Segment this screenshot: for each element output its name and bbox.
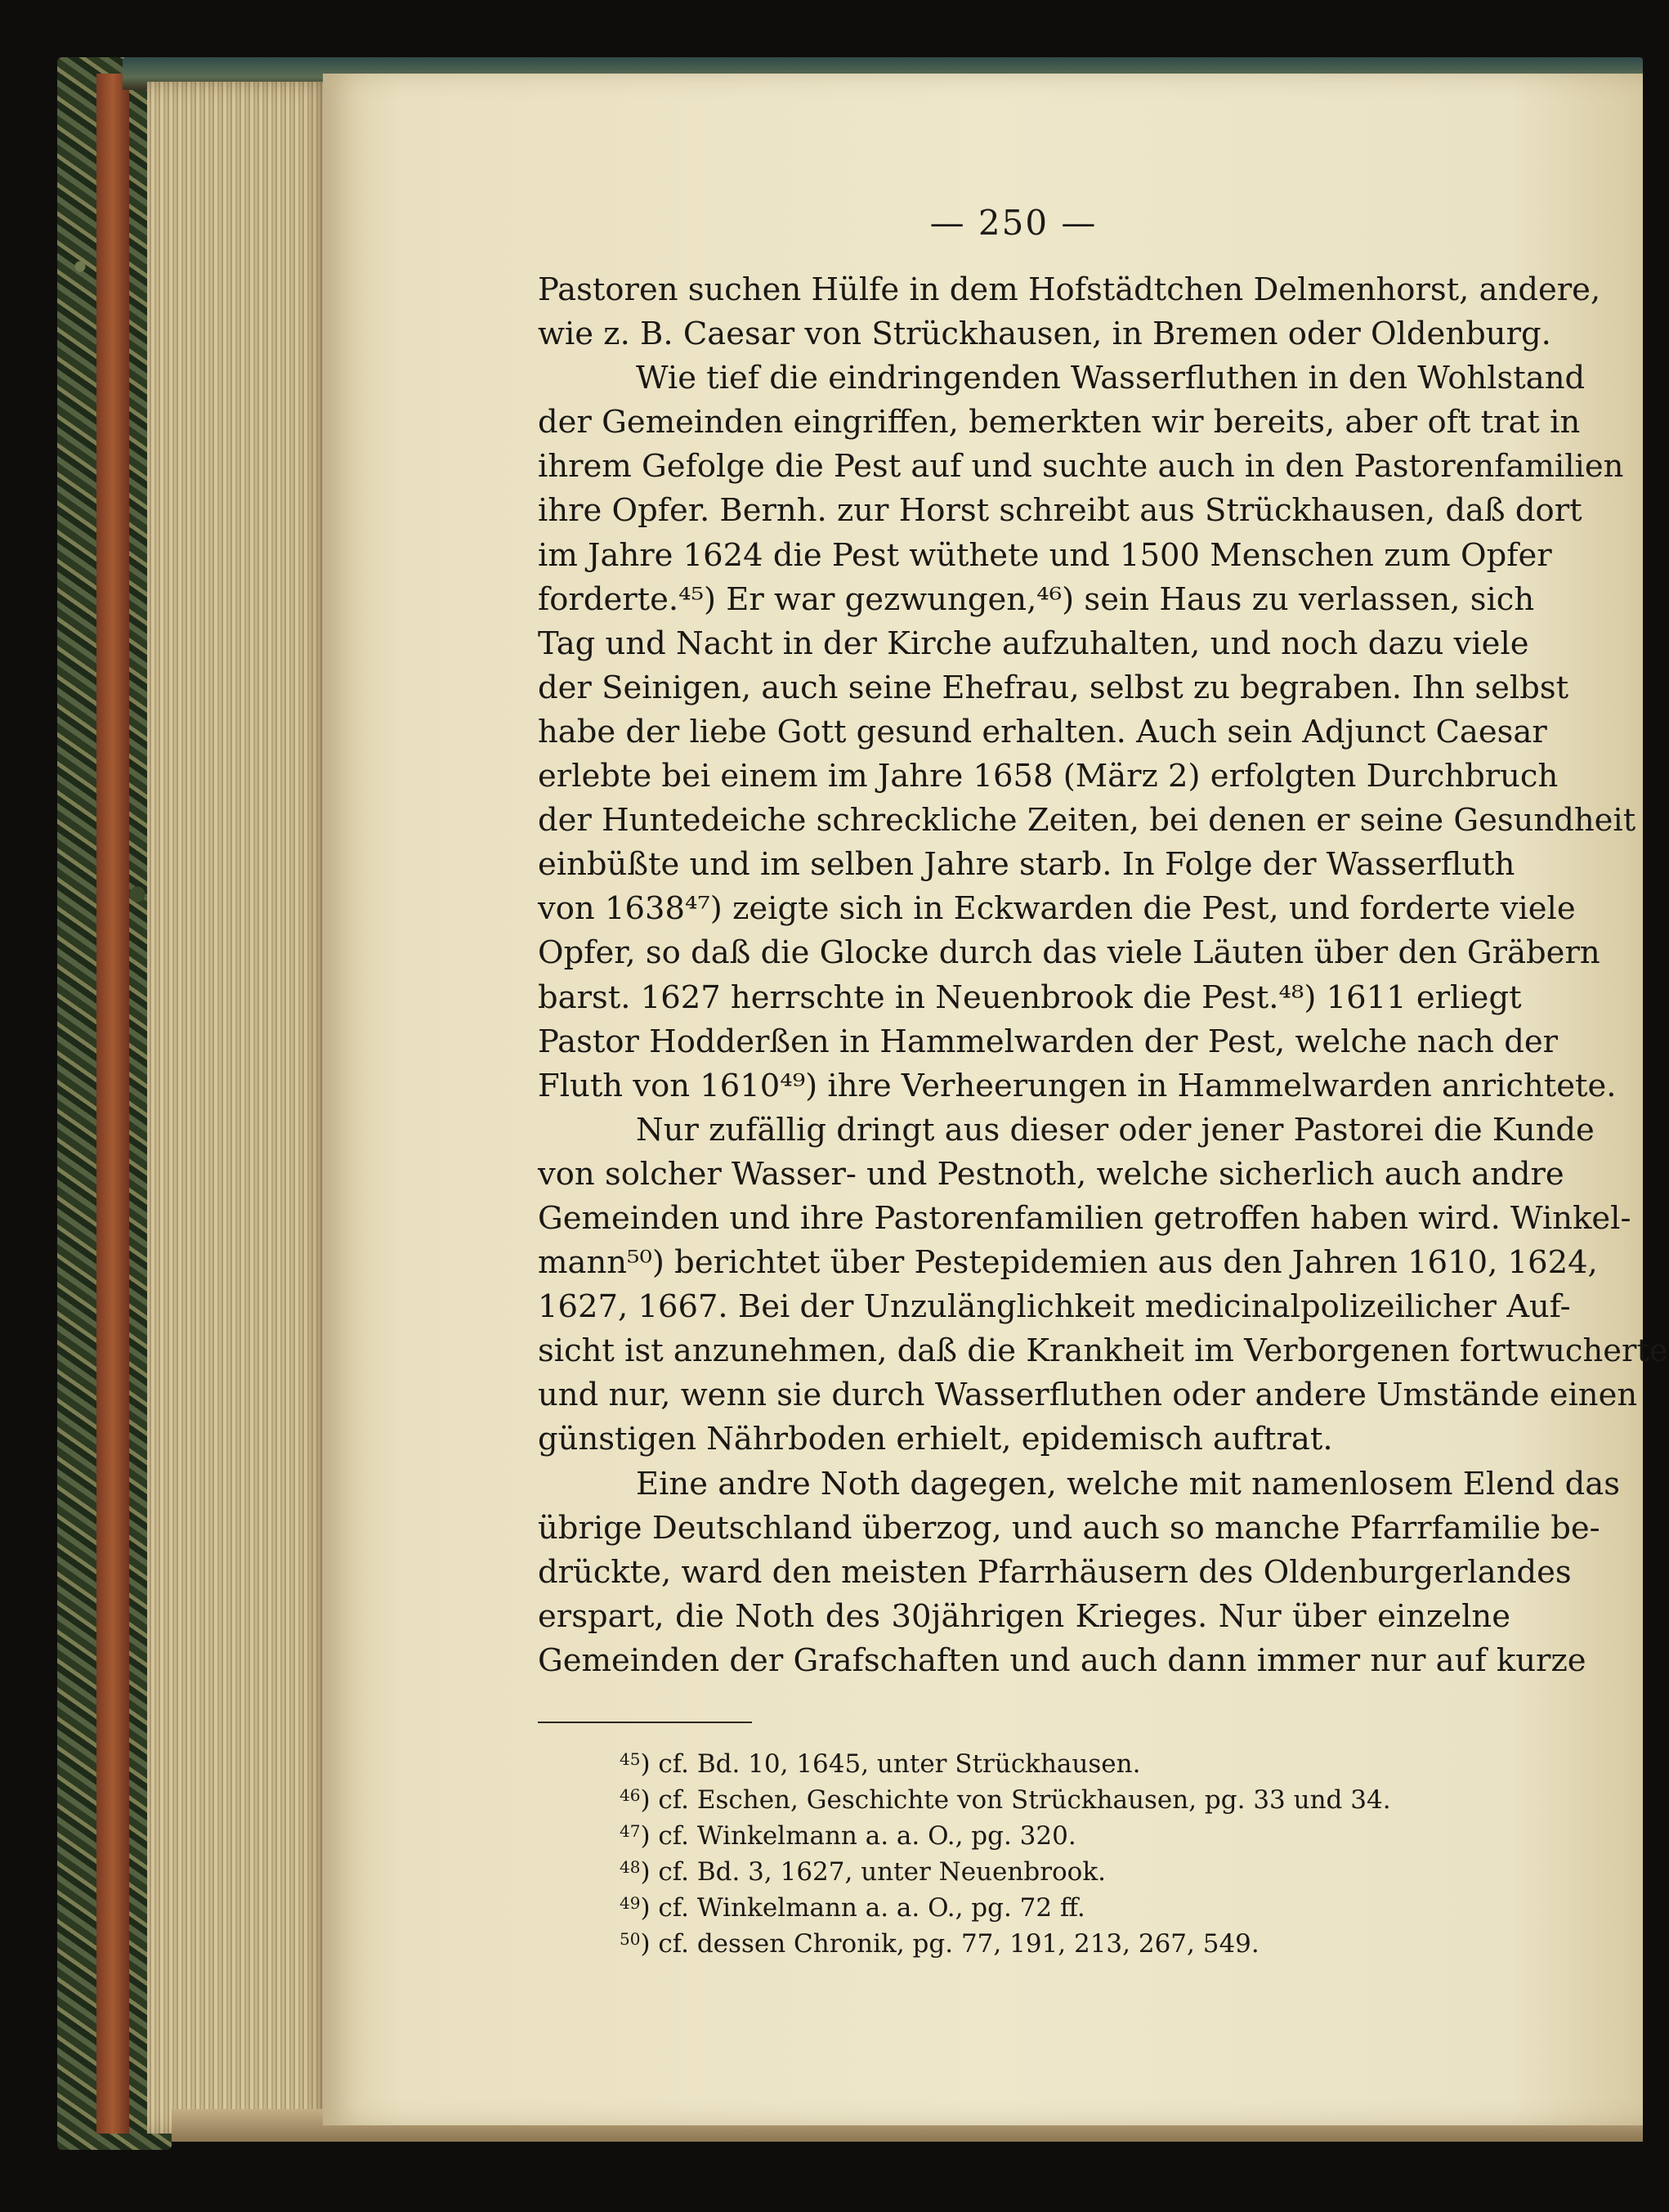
footnote-text: ) cf. dessen Chronik, pg. 77, 191, 213, 267, 549.	[640, 1929, 1260, 1959]
footnotes	[620, 1741, 1519, 1957]
text-line: Pastor Hodderßen in Hammelwarden der Pest, welche nach der	[538, 1023, 1559, 1060]
text-line: Pastoren suchen Hülfe in dem Hofstädtchen Delmenhorst, andere,	[538, 271, 1601, 308]
footnote	[620, 1849, 1519, 1885]
text-line: Eine andre Noth dagegen, welche mit namenlosem Elend das	[636, 1465, 1620, 1502]
footnote-text: ) cf. Eschen, Geschichte von Strückhausen, pg. 33 und 34.	[640, 1785, 1391, 1815]
text-line: von solcher Wasser- und Pestnoth, welche sicherlich auch andre	[538, 1155, 1564, 1193]
text-line: günstigen Nährboden erhielt, epidemisch auftrat.	[538, 1421, 1333, 1458]
text-line: und nur, wenn sie durch Wasserfluthen oder andere Umstände einen	[538, 1377, 1638, 1414]
text-line: Gemeinden und ihre Pastorenfamilien getroffen haben wird. Winkel-	[538, 1199, 1631, 1237]
footnote	[620, 1777, 1519, 1813]
text-line: Nur zufällig dringt aus dieser oder jener Pastorei die Kunde	[636, 1111, 1595, 1149]
text-line: Wie tief die eindringenden Wasserfluthen in den Wohlstand	[636, 360, 1586, 397]
footnote-text: ) cf. Winkelmann a. a. O., pg. 320.	[640, 1821, 1076, 1851]
footnote-marker: 50	[620, 1929, 641, 1949]
text-line: von 1638⁴⁷) zeigte sich in Eckwarden die Pest, und forderte viele	[538, 890, 1576, 928]
text-line: sicht ist anzunehmen, daß die Krankheit im Verborgenen fortwucherte	[538, 1332, 1668, 1370]
text-line: 1627, 1667. Bei der Unzulänglichkeit medicinalpolizeilicher Auf-	[538, 1288, 1571, 1326]
footnote-marker: 45	[620, 1749, 641, 1769]
footnote-marker: 48	[620, 1857, 641, 1877]
text-line: Opfer, so daß die Glocke durch das viele Läuten über den Gräbern	[538, 934, 1600, 972]
text-line: Fluth von 1610⁴⁹) ihre Verheerungen in Hammelwarden anrichtete.	[538, 1067, 1617, 1104]
footnote	[620, 1921, 1519, 1957]
text-line: der Seinigen, auch seine Ehefrau, selbst zu begraben. Ihn selbst	[538, 669, 1569, 706]
text-line: im Jahre 1624 die Pest wüthete und 1500 Menschen zum Opfer	[538, 536, 1552, 574]
text-line: Tag und Nacht in der Kirche aufzuhalten, und noch dazu viele	[538, 625, 1529, 662]
footnote	[620, 1885, 1519, 1921]
page-number: — 250 —	[929, 203, 1098, 243]
text-line: Gemeinden der Grafschaften und auch dann immer nur auf kurze	[538, 1641, 1586, 1679]
footnote	[620, 1741, 1519, 1777]
text-line: drückte, ward den meisten Pfarrhäusern des Oldenburgerlandes	[538, 1553, 1572, 1591]
main-text	[538, 268, 1668, 1683]
text-line: forderte.⁴⁵) Er war gezwungen,⁴⁶) sein Haus zu verlassen, sich	[538, 580, 1535, 618]
text-line: einbüßte und im selben Jahre starb. In Folge der Wasserfluth	[538, 846, 1515, 884]
text-line: ihrem Gefolge die Pest auf und suchte auch in den Pastorenfamilien	[538, 448, 1624, 486]
cover-spine-edge	[96, 74, 129, 2134]
footnote	[620, 1813, 1519, 1849]
footnote-marker: 47	[620, 1821, 641, 1841]
text-line: der Huntedeiche schreckliche Zeiten, bei denen er seine Gesundheit	[538, 802, 1636, 840]
text-line: wie z. B. Caesar von Strückhausen, in Bremen oder Oldenburg.	[538, 316, 1551, 353]
text-line: der Gemeinden eingriffen, bemerkten wir bereits, aber oft trat in	[538, 404, 1581, 441]
text-line: barst. 1627 herrschte in Neuenbrook die Pest.⁴⁸) 1611 erliegt	[538, 978, 1522, 1016]
footnote-marker: 46	[620, 1785, 641, 1805]
footnote-text: ) cf. Bd. 10, 1645, unter Strückhausen.	[640, 1749, 1141, 1779]
text-line: erlebte bei einem im Jahre 1658 (März 2) erfolgten Durchbruch	[538, 758, 1559, 795]
text-line: habe der liebe Gott gesund erhalten. Auch sein Adjunct Caesar	[538, 713, 1547, 750]
text-line: übrige Deutschland überzog, und auch so manche Pfarrfamilie be-	[538, 1509, 1600, 1547]
footnote-text: ) cf. Winkelmann a. a. O., pg. 72 ff.	[640, 1893, 1085, 1923]
page-stack-edges	[147, 82, 335, 2134]
footnote-rule	[538, 1722, 752, 1723]
footnote-marker: 49	[620, 1893, 641, 1913]
text-line: ihre Opfer. Bernh. zur Horst schreibt aus Strückhausen, daß dort	[538, 492, 1582, 530]
footnote-text: ) cf. Bd. 3, 1627, unter Neuenbrook.	[640, 1857, 1106, 1887]
text-line: erspart, die Noth des 30jährigen Krieges. Nur über einzelne	[538, 1597, 1510, 1635]
text-line: mann⁵⁰) berichtet über Pestepidemien aus den Jahren 1610, 1624,	[538, 1244, 1598, 1282]
